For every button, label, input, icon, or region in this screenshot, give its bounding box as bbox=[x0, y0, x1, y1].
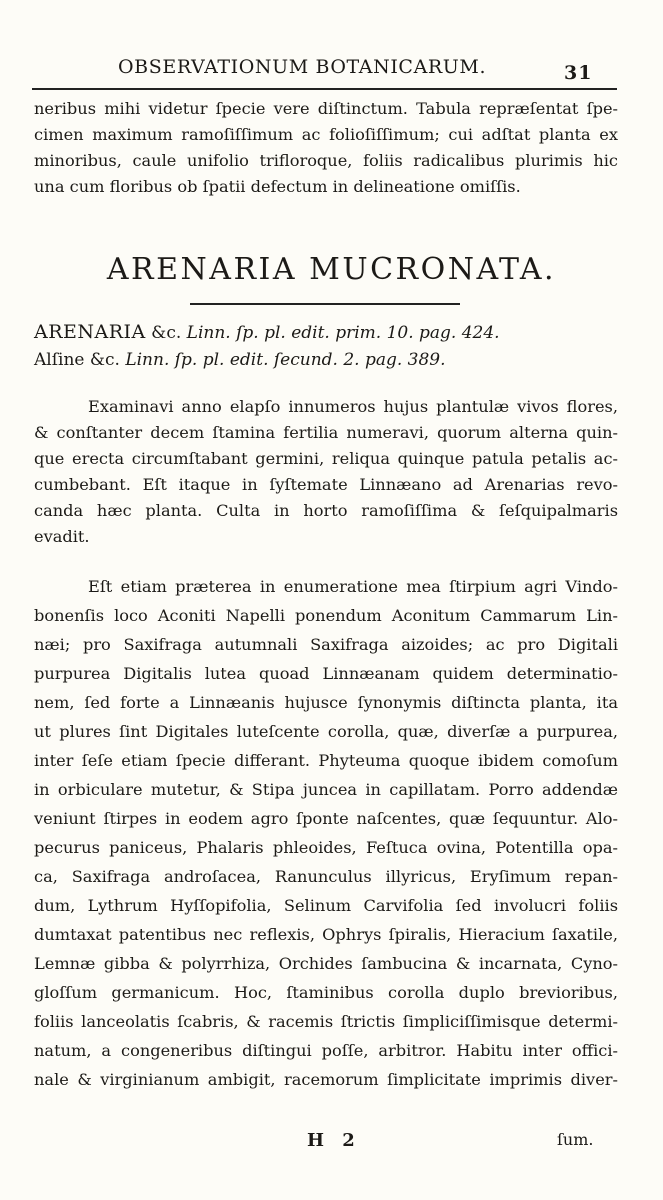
text-line: dumtaxat patentibus nec reflexis, Ophrys ſpiralis, Hieracium ſaxatile, bbox=[34, 925, 618, 944]
text-line: una cum floribus ob ſpatii defectum in delineatione omiſſis. bbox=[34, 177, 521, 196]
catchword: ſum. bbox=[557, 1130, 594, 1149]
text-line: Lemnæ gibba & polyrrhiza, Orchides ſambucina & incarnata, Cyno- bbox=[34, 954, 618, 973]
text-line: veniunt ſtirpes in eodem agro ſponte naſcentes, quæ ſequuntur. Alo- bbox=[34, 809, 618, 828]
running-head bbox=[0, 52, 663, 82]
synonym-line bbox=[34, 346, 446, 374]
text-line: Examinavi anno elapſo innumeros hujus plantulæ vivos flores, bbox=[88, 397, 618, 416]
signature-mark: H 2 bbox=[307, 1130, 361, 1151]
text-line: in orbiculare mutetur, & Stipa juncea in capillatam. Porro addendæ bbox=[34, 780, 618, 799]
header-rule bbox=[32, 88, 617, 90]
text-line: foliis lanceolatis ſcabris, & racemis ſtrictis ſimpliciſſimisque determi- bbox=[34, 1012, 618, 1031]
synonym-reference: Linn. ſp. pl. edit. prim. 10. pag. 424. bbox=[186, 323, 500, 343]
synonym-reference: Linn. ſp. pl. edit. ſecund. 2. pag. 389. bbox=[125, 350, 446, 370]
text-line: natum, a congeneribus diſtingui poſſe, arbitror. Habitu inter offici- bbox=[34, 1041, 618, 1060]
text-line: canda hæc planta. Culta in horto ramoſiſſima & ſeſquipalmaris bbox=[34, 501, 618, 520]
text-line: næi; pro Saxifraga autumnali Saxifraga aizoides; ac pro Digitali bbox=[34, 635, 618, 654]
text-line: bonenſis loco Aconiti Napelli ponendum Aconitum Cammarum Lin- bbox=[34, 606, 618, 625]
text-line: evadit. bbox=[34, 527, 90, 546]
text-line: & conſtanter decem ſtamina fertilia numeravi, quorum alterna quin- bbox=[34, 423, 618, 442]
text-line: inter ſeſe etiam ſpecie differant. Phyteuma quoque ibidem comoſum bbox=[34, 751, 618, 770]
text-line: que erecta circumſtabant germini, reliqua quinque patula petalis ac- bbox=[34, 449, 618, 468]
text-line: cimen maximum ramoſiſſimum ac folioſiſſimum; cui adſtat planta ex bbox=[34, 125, 618, 144]
text-line: purpurea Digitalis lutea quoad Linnæanam quidem determinatio- bbox=[34, 664, 618, 683]
text-line: cumbebant. Eſt itaque in ſyſtemate Linnæano ad Arenarias revo- bbox=[34, 475, 618, 494]
text-line: ca, Saxifraga androſacea, Ranunculus illyricus, Eryſimum repan- bbox=[34, 867, 618, 886]
synonym-etc: &c. bbox=[84, 350, 126, 370]
text-line: pecurus paniceus, Phalaris phleoides, Feſtuca ovina, Potentilla opa- bbox=[34, 838, 618, 857]
text-line: neribus mihi videtur ſpecie vere diſtinctum. Tabula repræſentat ſpe- bbox=[34, 99, 618, 118]
synonym-line bbox=[34, 318, 500, 346]
text-line: minoribus, caule unifolio trifloroque, foliis radicalibus plurimis hic bbox=[34, 151, 618, 170]
synonym-genus: Alſine bbox=[34, 350, 85, 370]
page-number: 31 bbox=[564, 62, 593, 84]
running-title: OBSERVATIONUM BOTANICARUM. bbox=[118, 56, 487, 78]
text-line: nem, ſed forte a Linnæanis hujusce ſynonymis diſtincta planta, ita bbox=[34, 693, 618, 712]
synonym-etc: &c. bbox=[145, 323, 187, 343]
text-line: dum, Lythrum Hyſſopifolia, Selinum Carvifolia ſed involucri foliis bbox=[34, 896, 618, 915]
title-rule bbox=[190, 303, 460, 305]
text-line: nale & virginianum ambigit, racemorum ſimplicitate imprimis diver- bbox=[34, 1070, 618, 1089]
text-line: ut plures ſint Digitales luteſcente corolla, quæ, diverſæ a purpurea, bbox=[34, 722, 618, 741]
section-title: ARENARIA MUCRONATA. bbox=[106, 252, 557, 287]
synonym-genus: ARENARIA bbox=[34, 321, 146, 343]
text-line: Eſt etiam præterea in enumeratione mea ſtirpium agri Vindo- bbox=[88, 577, 618, 596]
text-line: gloſſum germanicum. Hoc, ſtaminibus corolla duplo brevioribus, bbox=[34, 983, 618, 1002]
